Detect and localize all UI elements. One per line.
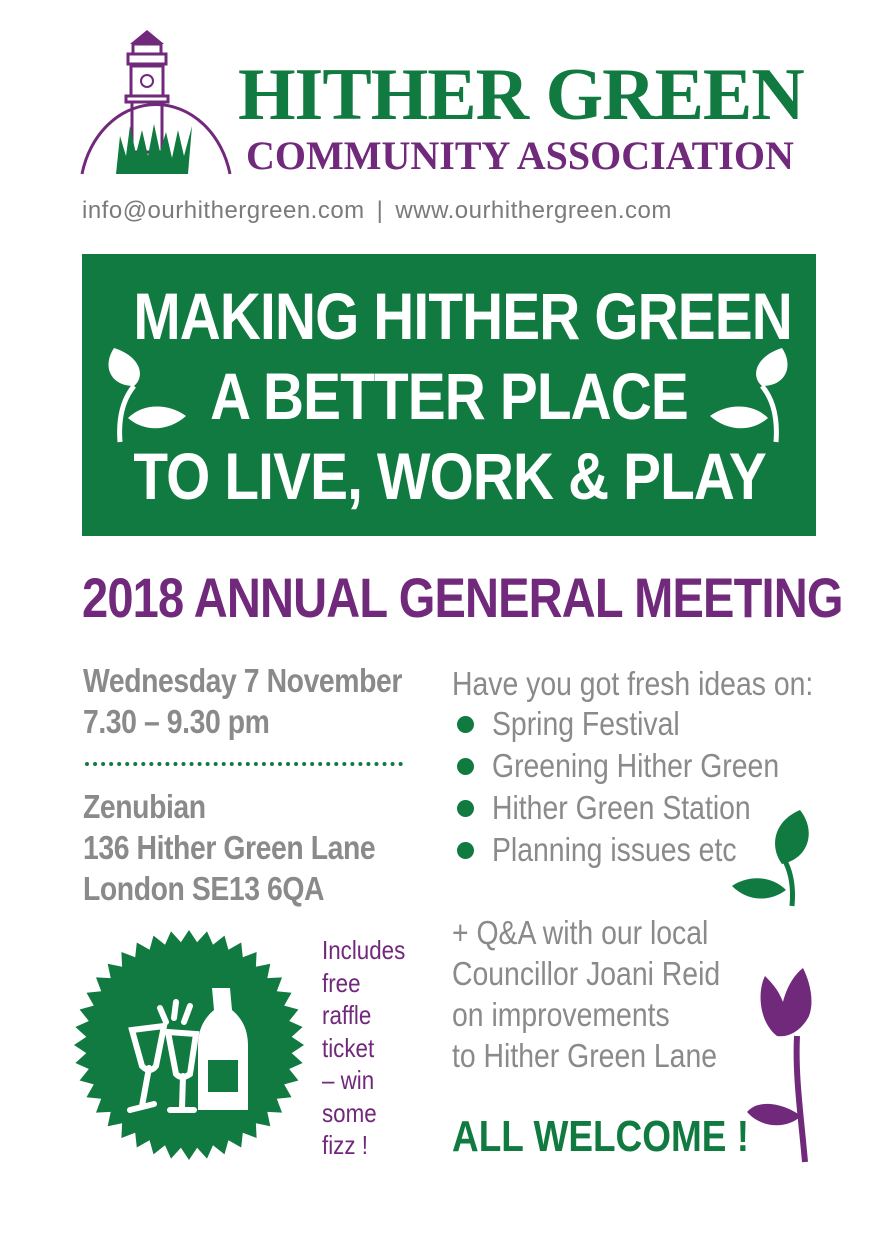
leaf-icon <box>706 346 796 446</box>
org-name: HITHER GREEN <box>238 54 804 136</box>
meeting-time: 7.30 – 9.30 pm <box>83 703 270 740</box>
contact-separator: | <box>376 197 384 224</box>
website-link[interactable]: www.ourhithergreen.com <box>395 197 672 224</box>
contact-line <box>82 195 822 227</box>
raffle-line: fizz ! <box>322 1130 368 1160</box>
meeting-venue <box>83 786 375 909</box>
raffle-badge <box>72 928 306 1162</box>
org-subtitle: COMMUNITY ASSOCIATION <box>246 133 794 178</box>
qa-line-3: on improvements <box>452 996 670 1033</box>
raffle-line: some <box>322 1097 377 1128</box>
list-item: Greening Hither Green <box>452 745 826 787</box>
venue-address-1: 136 Hither Green Lane <box>83 829 376 866</box>
venue-name: Zenubian <box>83 788 206 825</box>
venue-address-2: London SE13 6QA <box>83 870 325 907</box>
banner-line-2: A BETTER PLACE <box>210 359 688 433</box>
raffle-line: Includes <box>322 935 406 965</box>
all-welcome: ALL WELCOME ! <box>452 1112 750 1161</box>
bullet-icon <box>457 758 474 775</box>
tulip-icon <box>745 966 825 1166</box>
raffle-line: ticket <box>322 1032 375 1063</box>
leaf-icon <box>100 346 190 446</box>
clock-tower-logo <box>80 26 235 176</box>
raffle-line: – win <box>322 1065 375 1095</box>
list-item: Planning issues etc <box>452 829 826 871</box>
leaf-icon <box>730 808 820 908</box>
qa-line-1: + Q&A with our local <box>452 914 709 951</box>
bullet-icon <box>457 716 474 733</box>
banner-line-3: TO LIVE, WORK & PLAY <box>133 439 766 513</box>
qa-text <box>452 912 720 1076</box>
ideas-heading: Have you got fresh ideas on: <box>452 665 814 702</box>
dotted-divider <box>85 762 403 766</box>
list-item: Hither Green Station <box>452 787 826 829</box>
banner-line-1: MAKING HITHER GREEN <box>133 279 792 353</box>
bullet-icon <box>457 800 474 817</box>
list-item: Spring Festival <box>452 703 826 745</box>
bullet-icon <box>457 842 474 859</box>
raffle-line: free <box>322 967 361 998</box>
raffle-line: raffle <box>322 1000 372 1030</box>
qa-line-4: to Hither Green Lane <box>452 1037 718 1074</box>
raffle-note <box>322 934 406 1162</box>
agm-title: 2018 ANNUAL GENERAL MEETING <box>82 566 843 629</box>
qa-line-2: Councillor Joani Reid <box>452 955 721 992</box>
email-link[interactable]: info@ourhithergreen.com <box>82 197 365 224</box>
meeting-date: Wednesday 7 November <box>83 662 402 699</box>
meeting-when <box>83 660 402 742</box>
